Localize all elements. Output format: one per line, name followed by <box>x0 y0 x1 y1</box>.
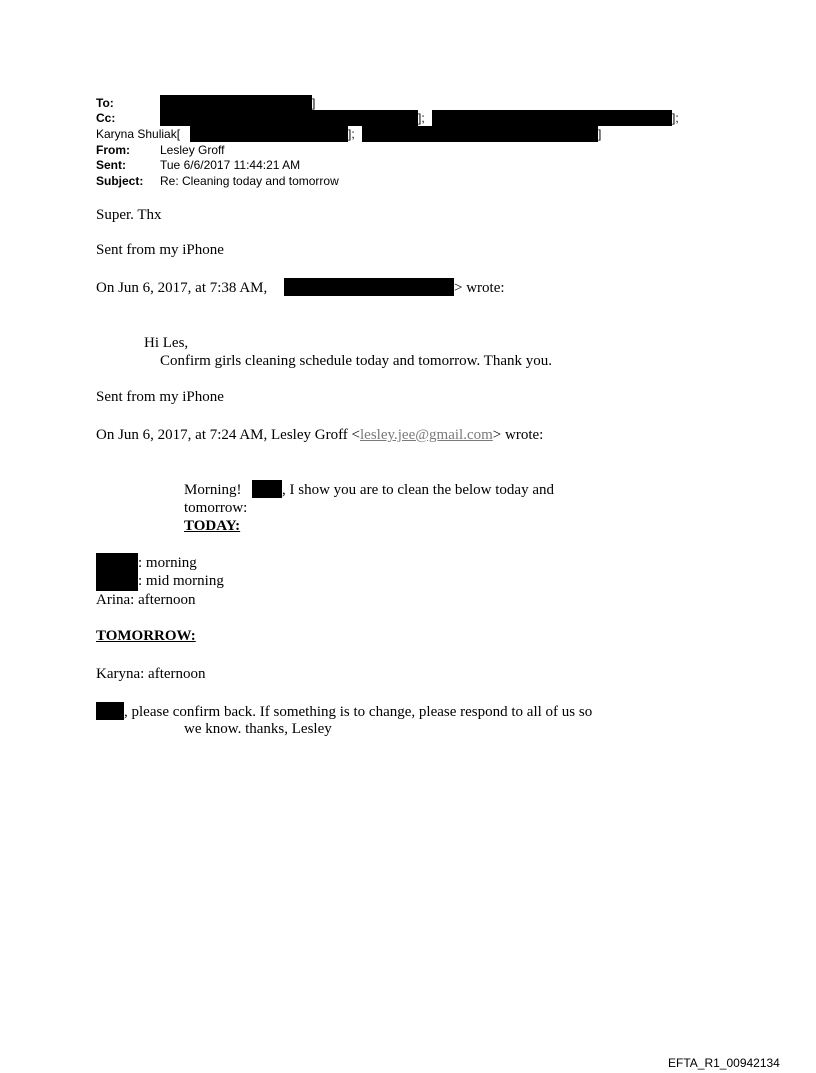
cc-label: Cc: <box>96 111 116 125</box>
to-label: To: <box>96 96 114 110</box>
from-value: Lesley Groff <box>160 143 225 157</box>
cc-recipient-name: Karyna Shuliak[ <box>96 127 181 141</box>
email-link[interactable]: lesley.jee@gmail.com <box>360 427 493 443</box>
morning-rest: , I show you are to clean the below today and <box>282 482 554 498</box>
redaction-cc-2 <box>432 110 672 126</box>
cc-separator-1: ]; <box>418 111 425 125</box>
reply-text: Super. Thx <box>96 207 162 223</box>
schedule-item-3: Arina: afternoon <box>96 592 196 608</box>
confirm-line: Confirm girls cleaning schedule today and tomorrow. Thank you. <box>160 353 552 369</box>
redaction-cc-3 <box>190 126 348 142</box>
cc-close: ] <box>598 127 602 141</box>
schedule-item-2: : mid morning <box>138 573 224 589</box>
schedule-item-4: Karyna: afternoon <box>96 666 206 682</box>
to-close: ] <box>312 96 316 110</box>
tomorrow-heading: TOMORROW: <box>96 628 196 644</box>
redaction-cc-1 <box>160 110 418 126</box>
sent-value: Tue 6/6/2017 11:44:21 AM <box>160 158 301 172</box>
from-label: From: <box>96 143 130 157</box>
closing-continued: we know. thanks, Lesley <box>184 721 332 737</box>
closing-text: , please confirm back. If something is to change, please respond to all of us so <box>124 704 593 720</box>
greeting: Hi Les, <box>144 335 189 351</box>
redaction-name-3 <box>96 702 124 720</box>
cc-separator-3: ]; <box>348 127 355 141</box>
redaction-name-1 <box>252 480 282 498</box>
quote-2-line <box>96 426 543 444</box>
today-heading: TODAY: <box>184 518 241 534</box>
subject-label: Subject: <box>96 174 144 188</box>
morning-prefix: Morning! <box>184 482 242 498</box>
quote-2-suffix: > wrote: <box>492 427 544 443</box>
document-id: EFTA_R1_00942134 <box>668 1056 780 1070</box>
redaction-to <box>160 95 312 110</box>
sent-label: Sent: <box>96 158 126 172</box>
morning-continued: tomorrow: <box>184 500 248 516</box>
redaction-sender <box>284 278 454 296</box>
schedule-item-1: : morning <box>138 555 197 571</box>
redaction-cc-4 <box>362 126 598 142</box>
subject-value: Re: Cleaning today and tomorrow <box>160 174 339 188</box>
quote-2-prefix: On Jun 6, 2017, at 7:24 AM, Lesley Groff < <box>96 427 360 443</box>
cc-separator-2: ]; <box>672 111 679 125</box>
redaction-names-2 <box>96 553 138 591</box>
signature-1: Sent from my iPhone <box>96 242 224 258</box>
quote-1-prefix: On Jun 6, 2017, at 7:38 AM, <box>96 280 268 296</box>
quote-1-suffix: > wrote: <box>454 280 505 296</box>
signature-2: Sent from my iPhone <box>96 389 224 405</box>
